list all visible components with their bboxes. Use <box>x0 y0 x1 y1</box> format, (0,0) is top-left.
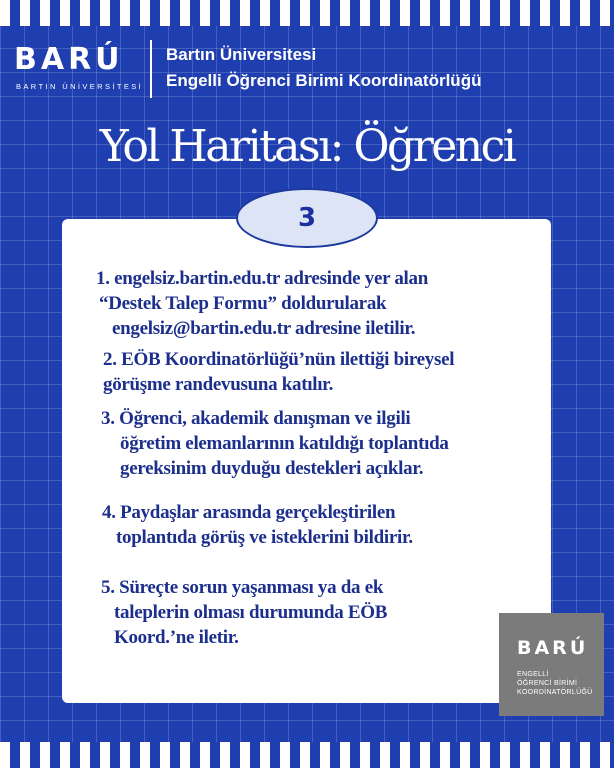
step-2-line-1: 2. EÖB Koordinatörlüğü’nün ilettiği bireysel <box>103 349 455 370</box>
step-item-4 <box>102 500 413 550</box>
page-title: Yol Haritası: Öğrenci <box>99 121 515 172</box>
step-item-3 <box>101 406 449 481</box>
badge-line-3: KOORDİNATÖRLÜĞÜ <box>517 689 593 696</box>
step-3-line-1: 3. Öğrenci, akademik danışman ve ilgili <box>101 408 411 429</box>
step-1-line-2: “Destek Talep Formu” doldurularak <box>99 293 387 314</box>
top-stripe-border <box>0 0 614 26</box>
step-3-line-3: gereksinim duyduğu destekleri açıklar. <box>120 458 424 479</box>
badge-wordmark: BARÚ <box>517 637 589 659</box>
step-4-line-2: toplantıda görüş ve isteklerini bildirir. <box>116 527 413 548</box>
header-divider <box>150 40 152 98</box>
step-item-5 <box>101 575 387 650</box>
header <box>14 40 604 100</box>
step-number-badge <box>236 188 378 248</box>
step-5-line-2: taleplerin olması durumunda EÖB <box>114 602 388 623</box>
logo-wordmark: BARÚ <box>14 42 124 77</box>
institution-name: Bartın Üniversitesi <box>166 45 317 64</box>
step-number: 3 <box>297 203 317 233</box>
bottom-stripe-border <box>0 742 614 768</box>
step-4-line-1: 4. Paydaşlar arasında gerçekleştirilen <box>102 502 396 523</box>
step-5-line-3: Koord.’ne iletir. <box>114 627 239 648</box>
step-item-1 <box>96 266 428 341</box>
step-1-line-1: 1. engelsiz.bartin.edu.tr adresinde yer alan <box>96 268 428 289</box>
logo-subtext: BARTIN ÜNİVERSİTESİ <box>16 82 144 91</box>
step-2-line-2: görüşme randevusuna katılır. <box>103 374 334 395</box>
step-5-line-1: 5. Süreçte sorun yaşanması ya da ek <box>101 577 384 598</box>
baru-logo <box>14 42 144 98</box>
badge-line-1: ENGELLİ <box>517 671 549 678</box>
step-1-line-3: engelsiz@bartin.edu.tr adresine iletilir. <box>112 318 416 339</box>
unit-name: Engelli Öğrenci Birimi Koordinatörlüğü <box>166 71 482 90</box>
step-item-2 <box>103 347 454 397</box>
unit-logo-badge <box>499 613 604 716</box>
badge-line-2: ÖĞRENCİ BİRİMİ <box>517 680 578 687</box>
step-3-line-2: öğretim elemanlarının katıldığı toplantıda <box>120 433 449 454</box>
